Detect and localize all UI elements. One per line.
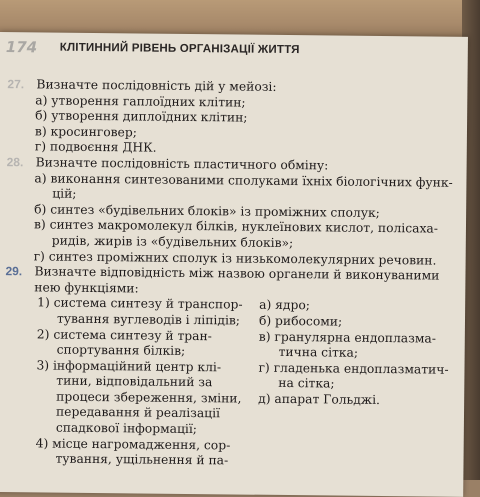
left-item-cont: процеси збереження, зміни, (56, 389, 242, 406)
question-number: 28. (6, 155, 24, 170)
option-line: а) утворення гаплоїдних клітин; (35, 92, 246, 110)
right-column (258, 298, 459, 409)
right-item: г) гладенька ендоплазматич- (258, 360, 449, 377)
left-item-cont: спадкової інформації; (55, 420, 198, 437)
right-item-cont: тична сітка; (278, 345, 359, 360)
question-number: 27. (7, 77, 25, 92)
left-item: 1) система синтезу й транспор- (37, 295, 243, 312)
option-line: цій; (52, 186, 77, 201)
book-page (0, 32, 468, 497)
option-line: а) виконання синтезованими сполуками їхніх біологічних функ- (34, 170, 453, 190)
question-number: 29. (5, 264, 23, 279)
left-item: 3) інформаційний центр клі- (36, 358, 222, 375)
left-item-cont: передавання й реалізації (55, 405, 221, 421)
left-item: 2) система синтезу й тран- (36, 326, 212, 343)
right-item: в) гранулярна ендоплазма- (258, 329, 437, 346)
question-stem: нею функціями: (34, 280, 139, 296)
question-stem: Визначте послідовність дій у мейозі: (36, 77, 277, 94)
left-item-cont: тування, ущільнення й па- (55, 451, 229, 468)
option-line: г) подвоєння ДНК. (34, 139, 157, 156)
page-content (0, 77, 468, 470)
matching-columns (0, 295, 465, 470)
question-27 (0, 77, 468, 160)
option-line: г) синтез проміжних сполук із низькомолекулярних речовин. (33, 248, 437, 268)
page-header: КЛІТИННИЙ РІВЕНЬ ОРГАНІЗАЦІЇ ЖИТТЯ (59, 41, 300, 57)
option-line: б) утворення диплоїдних клітин; (35, 108, 248, 125)
option-line: ридів, жирів із «будівельних блоків»; (51, 233, 294, 251)
option-line: в) синтез макромолекул білків, нуклеїнових кислот, полісаха- (33, 217, 439, 236)
right-item: б) рибосоми; (258, 313, 343, 329)
left-item-cont: спортування білків; (56, 342, 186, 359)
left-item: 4) місце нагромадження, сор- (35, 436, 231, 453)
option-line: б) синтез «будівельних блоків» із проміжних сполук; (34, 202, 380, 220)
question-28 (0, 155, 467, 269)
question-stem: Визначте послідовність пластичного обміну: (35, 155, 329, 173)
right-item: д) апарат Гольджі. (258, 391, 381, 407)
question-29 (0, 264, 466, 470)
right-item: а) ядро; (259, 298, 311, 313)
left-column (35, 296, 259, 470)
left-item-cont: тування вуглеводів і ліпідів; (56, 311, 241, 328)
page-number: 174 (5, 38, 38, 57)
question-stem: Визначте відповідність між назвою органели й виконуваними (34, 264, 440, 283)
right-item-cont: на сітка; (278, 376, 335, 391)
left-item-cont: тини, відповідальний за (56, 373, 213, 390)
option-line: в) кросинговер; (34, 124, 137, 140)
